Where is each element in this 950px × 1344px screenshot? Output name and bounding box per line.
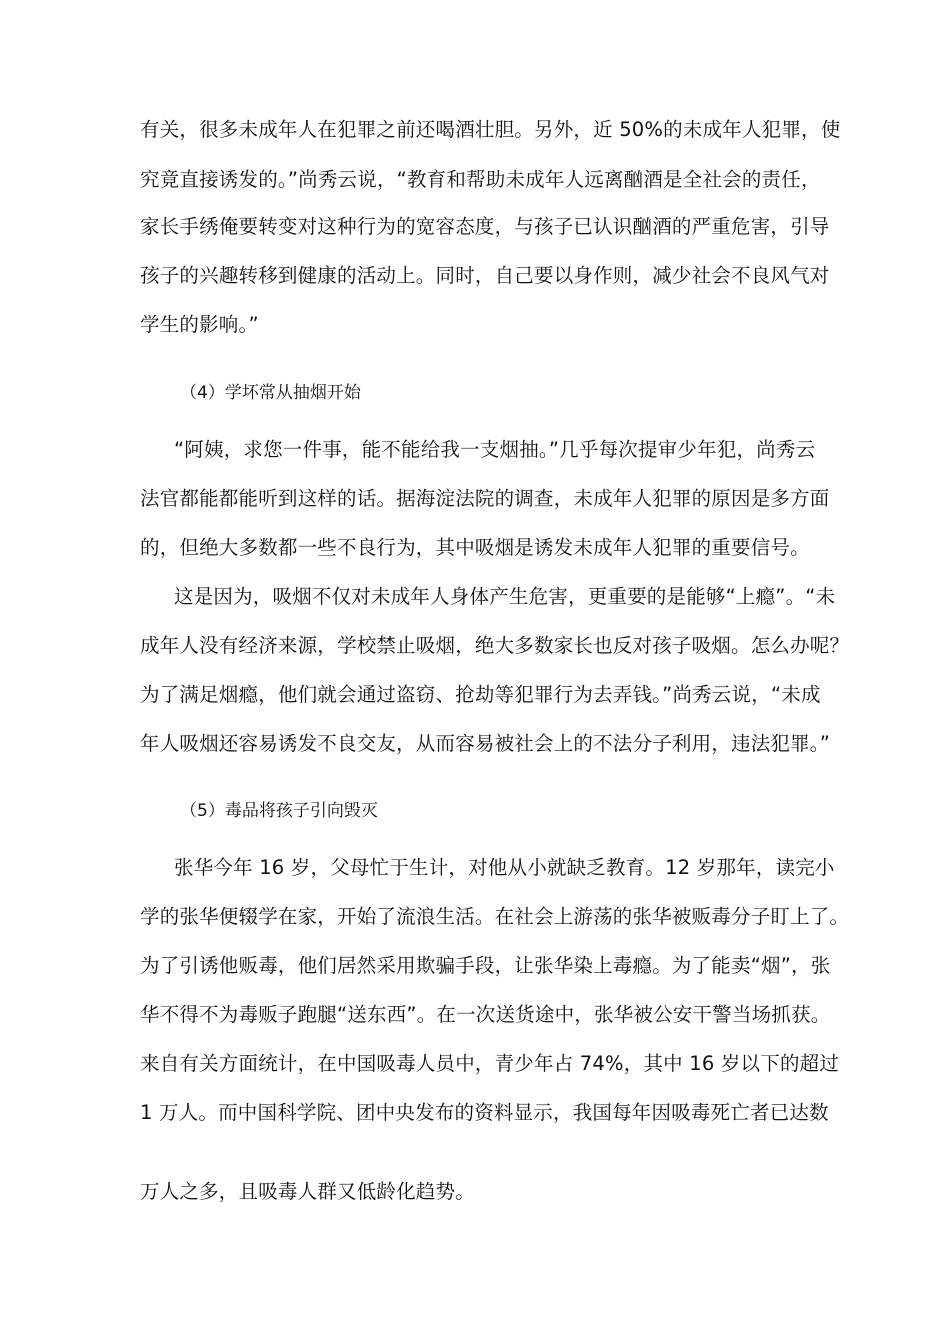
text-line: 学的张华便辍学在家，开始了流浪生活。在社会上游荡的张华被贩毒分子盯上了。 — [140, 905, 850, 928]
text-line: 成年人没有经济来源，学校禁止吸烟，绝大多数家长也反对孩子吸烟。怎么办呢？ — [140, 634, 850, 657]
text-line: 孩子的兴趣转移到健康的活动上。同时，自己要以身作则，减少社会不良风气对 — [140, 264, 830, 287]
text-line: 家长手绣俺要转变对这种行为的宽容态度，与孩子已认识酗酒的严重危害，引导 — [140, 215, 830, 238]
text-line: 这是因为，吸烟不仅对未成年人身体产生危害，更重要的是能够“上瘾”。“未 — [174, 585, 836, 608]
text-line: 张华今年 16 岁，父母忙于生计，对他从小就缺乏教育。12 岁那年，读完小 — [174, 856, 835, 879]
section-heading-4: （4）学坏常从抽烟开始 — [180, 383, 361, 403]
text-line: 法官都能都能听到这样的话。据海淀法院的调查，未成年人犯罪的原因是多方面 — [140, 487, 830, 510]
text-line: 的，但绝大多数都一些不良行为，其中吸烟是诱发未成年人犯罪的重要信号。 — [140, 536, 810, 559]
text-line: “阿姨，求您一件事，能不能给我一支烟抽。”几乎每次提审少年犯，尚秀云 — [174, 438, 816, 461]
text-line: 究竟直接诱发的。”尚秀云说，“教育和帮助未成年人远离酗酒是全社会的责任， — [140, 168, 821, 191]
text-line: 为了引诱他贩毒，他们居然采用欺骗手段，让张华染上毒瘾。为了能卖“烟”，张 — [140, 954, 831, 977]
text-line: 有关，很多未成年人在犯罪之前还喝酒壮胆。另外，近 50%的未成年人犯罪，使 — [140, 118, 841, 141]
text-line: 来自有关方面统计，在中国吸毒人员中，青少年占 74%，其中 16 岁以下的超过 — [140, 1052, 840, 1075]
text-line: 学生的影响。” — [140, 313, 259, 336]
text-line: 年人吸烟还容易诱发不良交友，从而容易被社会上的不法分子利用，违法犯罪。” — [140, 732, 831, 755]
text-line: 为了满足烟瘾，他们就会通过盗窃、抢劫等犯罪行为去弄钱。”尚秀云说，“未成 — [140, 683, 821, 706]
text-line: 万人之多，且吸毒人群又低龄化趋势。 — [140, 1180, 475, 1203]
text-line: 华不得不为毒贩子跑腿“送东西”。在一次送货途中，张华被公安干警当场抓获。 — [140, 1003, 831, 1026]
text-line: 1 万人。而中国科学院、团中央发布的资料显示，我国每年因吸毒死亡者已达数 — [140, 1101, 829, 1124]
section-heading-5: （5）毒品将孩子引向毁灭 — [180, 801, 378, 821]
